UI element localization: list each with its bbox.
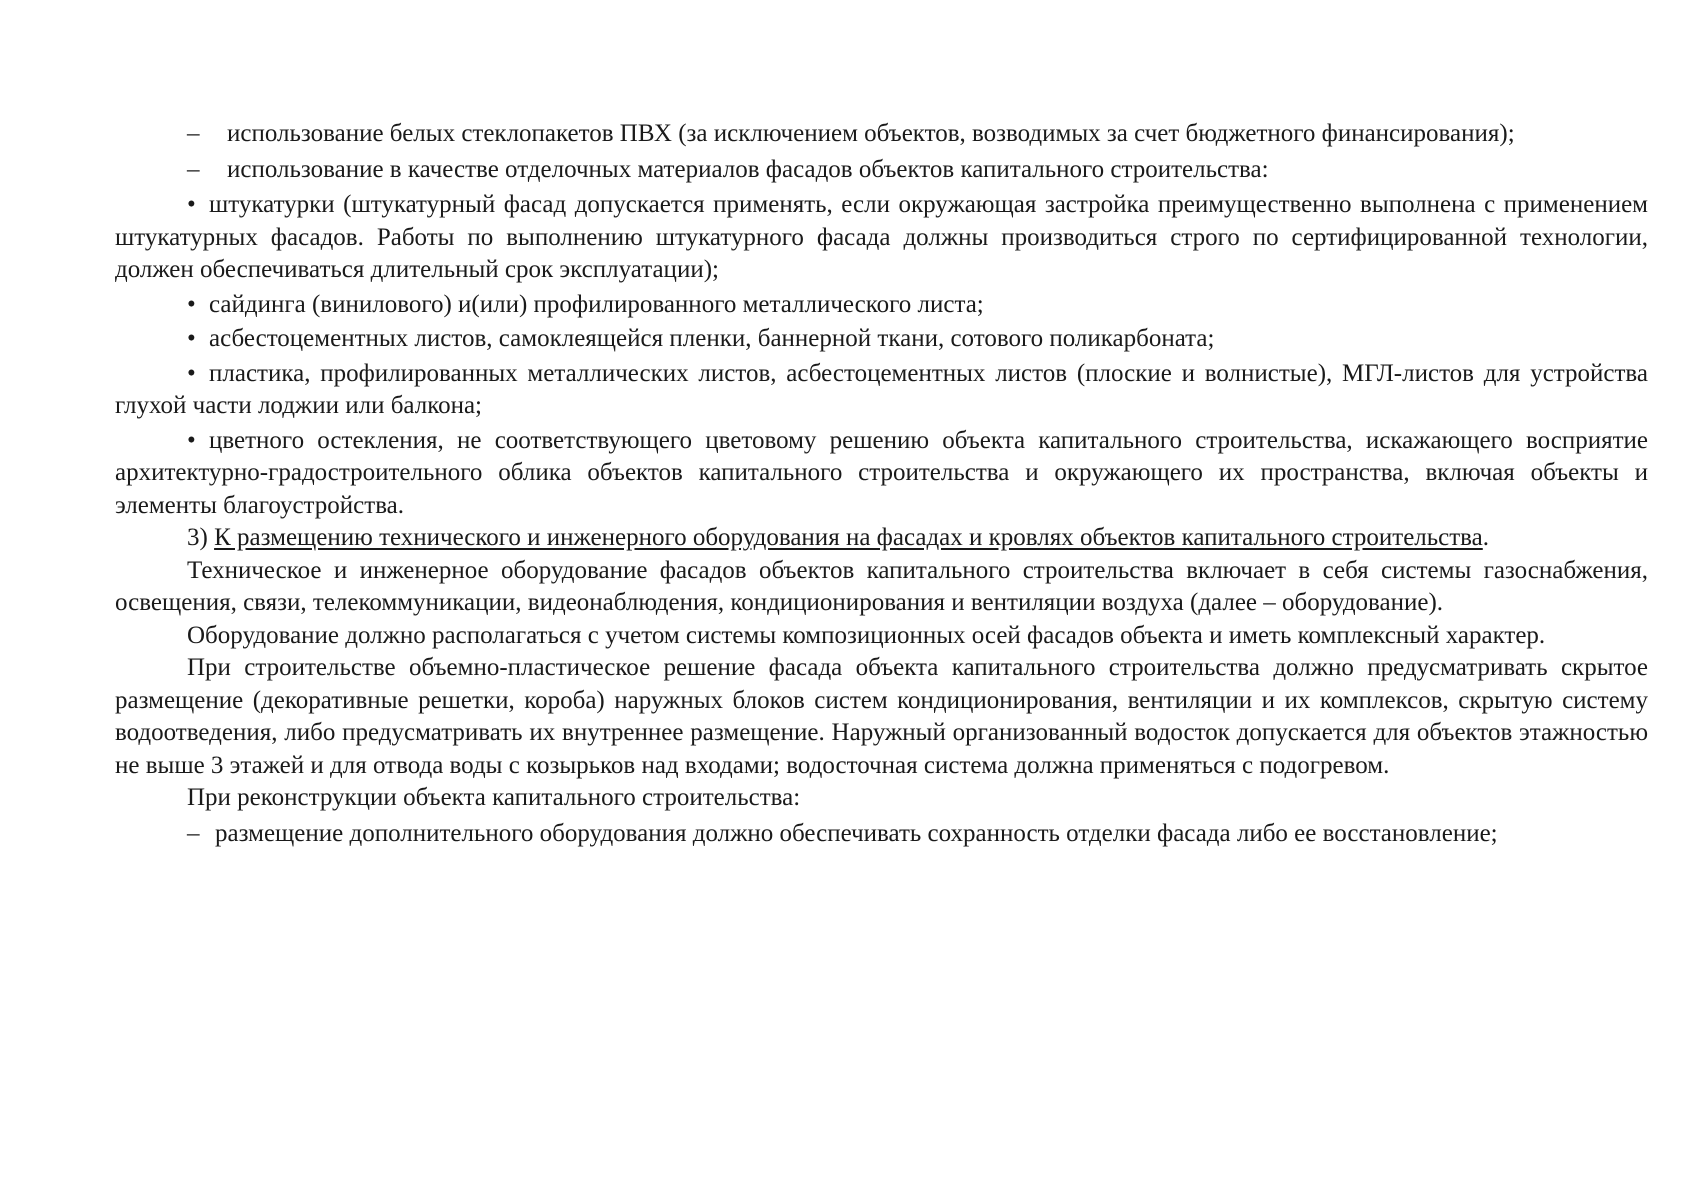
bullet-marker: • — [187, 359, 196, 387]
bullet-marker: • — [187, 426, 196, 454]
section-title: К размещению технического и инженерного оборудования на фасадах и кровлях объектов капитального строительства — [214, 524, 1483, 551]
bullet-item-asbestos — [115, 323, 1648, 356]
dash-marker: – — [187, 155, 200, 183]
list-item-text: размещение дополнительного оборудования должно обеспечивать сохранность отделки фасада либо ее восстановление; — [215, 819, 1498, 847]
bullet-text: цветного остекления, не соответствующего цветовому решению объекта капитального строительства, искажающего восприятие архитектурно-градостроительного облика объектов капитального строительства и окружающего их пространства, включая объекты и элементы благоустройства. — [115, 426, 1648, 519]
section-number: 3) — [187, 524, 208, 551]
bullet-item-colored-glazing — [115, 425, 1648, 523]
bullet-item-plastic — [115, 358, 1648, 423]
bullet-text: пластика, профилированных металлических листов, асбестоцементных листов (плоские и волнистые), МГЛ-листов для устройства глухой части лоджии или балкона; — [115, 359, 1648, 419]
bullet-marker: • — [187, 290, 196, 318]
bullet-item-plaster — [115, 189, 1648, 287]
list-item-finishing-materials — [115, 154, 1648, 187]
paragraph-construction-requirements: При строительстве объемно-пластическое решение фасада объекта капитального строительства должно предусматривать скрытое размещение (декоративные решетки, короба) наружных блоков систем кондиционирования, вентиляции и их комплексов, скрытую систему водоотведения, либо предусматривать их внутреннее размещение. Наружный организованный водосток допускается для объектов этажностью не выше 3 этажей и для отвода воды с козырьков над входами; водосточная система должна применяться с подогревом. — [115, 654, 1648, 779]
document-page — [115, 118, 1648, 850]
bullet-marker: • — [187, 325, 196, 352]
bullet-item-siding — [115, 289, 1648, 322]
list-item-additional-equipment — [115, 818, 1648, 851]
dash-marker: – — [187, 819, 200, 847]
list-item-text: использование белых стеклопакетов ПВХ (за исключением объектов, возводимых за счет бюджетного финансирования); — [227, 120, 1515, 147]
paragraph-equipment-definition: Техническое и инженерное оборудование фасадов объектов капитального строительства включает в себя системы газоснабжения, освещения, связи, телекоммуникации, видеонаблюдения, кондиционирования и вентиляции воздуха (далее – оборудование). — [115, 556, 1648, 616]
list-item-white-pvc — [115, 118, 1648, 151]
list-item-text: использование в качестве отделочных материалов фасадов объектов капитального строительства: — [227, 155, 1269, 183]
bullet-marker: • — [187, 191, 196, 218]
dash-marker: – — [187, 120, 200, 147]
paragraph-reconstruction: При реконструкции объекта капитального строительства: — [187, 784, 801, 811]
section-heading-3 — [115, 522, 1648, 555]
bullet-text: сайдинга (винилового) и(или) профилированного металлического листа; — [209, 290, 984, 318]
section-title-end: . — [1482, 524, 1490, 551]
bullet-text: асбестоцементных листов, самоклеящейся пленки, баннерной ткани, сотового поликарбоната; — [209, 325, 1215, 352]
bullet-text: штукатурки (штукатурный фасад допускается применять, если окружающая застройка преимущественно выполнена с применением штукатурных фасадов. Работы по выполнению штукатурного фасада должны производиться строго по сертифицированной технологии, должен обеспечиваться длительный срок эксплуатации); — [115, 191, 1648, 283]
paragraph-equipment-placement: Оборудование должно располагаться с учетом системы композиционных осей фасадов объекта и иметь комплексный характер. — [187, 621, 1546, 649]
